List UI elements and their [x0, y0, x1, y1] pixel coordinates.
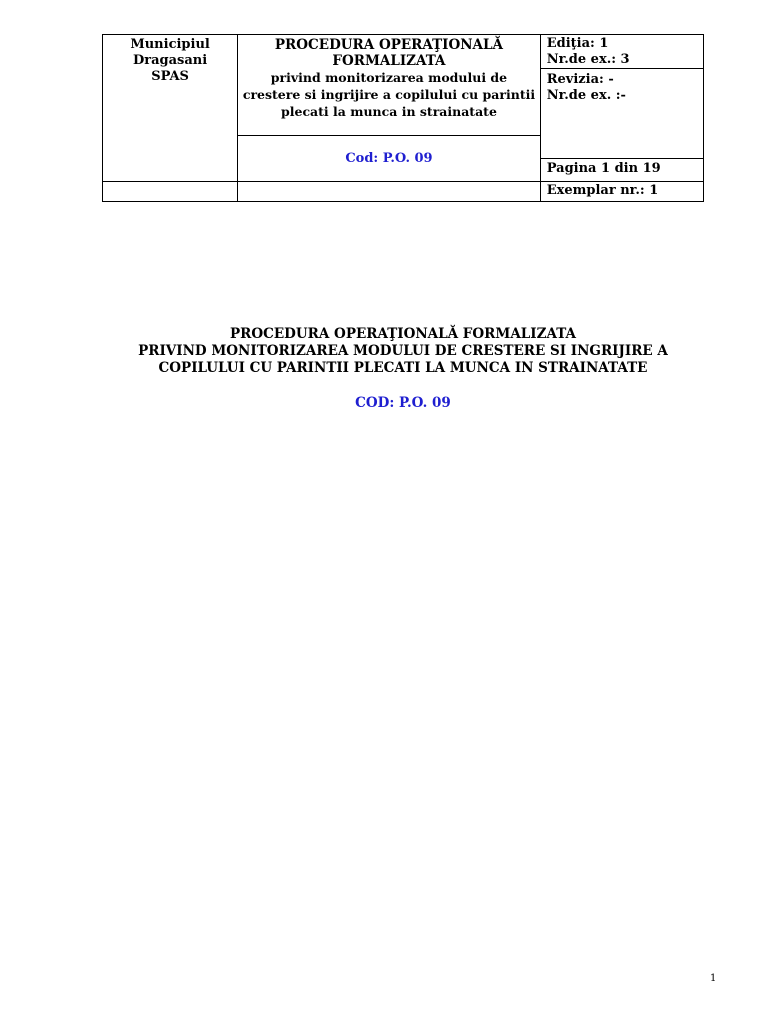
institution-line: Dragasani	[133, 53, 208, 68]
copies-count-text: Nr.de ex.: 3	[546, 52, 630, 67]
document-title-line: PRIVIND MONITORIZAREA MODULUI DE CRESTERE SI INGRIJIRE A	[138, 343, 668, 359]
institution-cell	[103, 35, 238, 182]
procedure-subtitle-line: plecati la munca in strainatate	[281, 104, 497, 119]
procedure-subtitle-line: crestere si ingrijire a copilului cu parintii	[242, 87, 536, 102]
procedure-title-line: FORMALIZATA	[332, 53, 446, 69]
exemplar-cell	[540, 182, 703, 202]
institution-line: SPAS	[151, 69, 189, 84]
procedure-title-line: PROCEDURA OPERAŢIONALĂ	[274, 37, 504, 53]
revision-cell	[540, 69, 703, 159]
page-number: 1	[710, 973, 717, 984]
revision-text: Revizia: -	[546, 72, 614, 87]
institution-cell-bottom	[103, 182, 238, 202]
exemplar-text: Exemplar nr.: 1	[546, 183, 659, 198]
page-count-text: Pagina 1 din 19	[546, 161, 661, 176]
procedure-subtitle-line: privind monitorizarea modului de	[270, 70, 508, 85]
document-title-line: PROCEDURA OPERAŢIONALĂ FORMALIZATA	[230, 326, 576, 342]
institution-line: Municipiul	[130, 37, 210, 52]
procedure-title-cell	[238, 35, 541, 136]
page-cell	[540, 159, 703, 182]
edition-cell	[540, 35, 703, 69]
revision-copies-text: Nr.de ex. :-	[546, 88, 626, 103]
document-title-line: COPILULUI CU PARINTII PLECATI LA MUNCA IN STRAINATATE	[158, 360, 648, 376]
header-table	[102, 34, 704, 202]
procedure-code: Cod: P.O. 09	[345, 150, 433, 166]
code-cell-bottom	[238, 182, 541, 202]
edition-text: Ediţia: 1	[546, 36, 609, 51]
document-code: COD: P.O. 09	[355, 395, 451, 411]
document-title	[102, 326, 704, 377]
procedure-code-cell	[238, 136, 541, 182]
